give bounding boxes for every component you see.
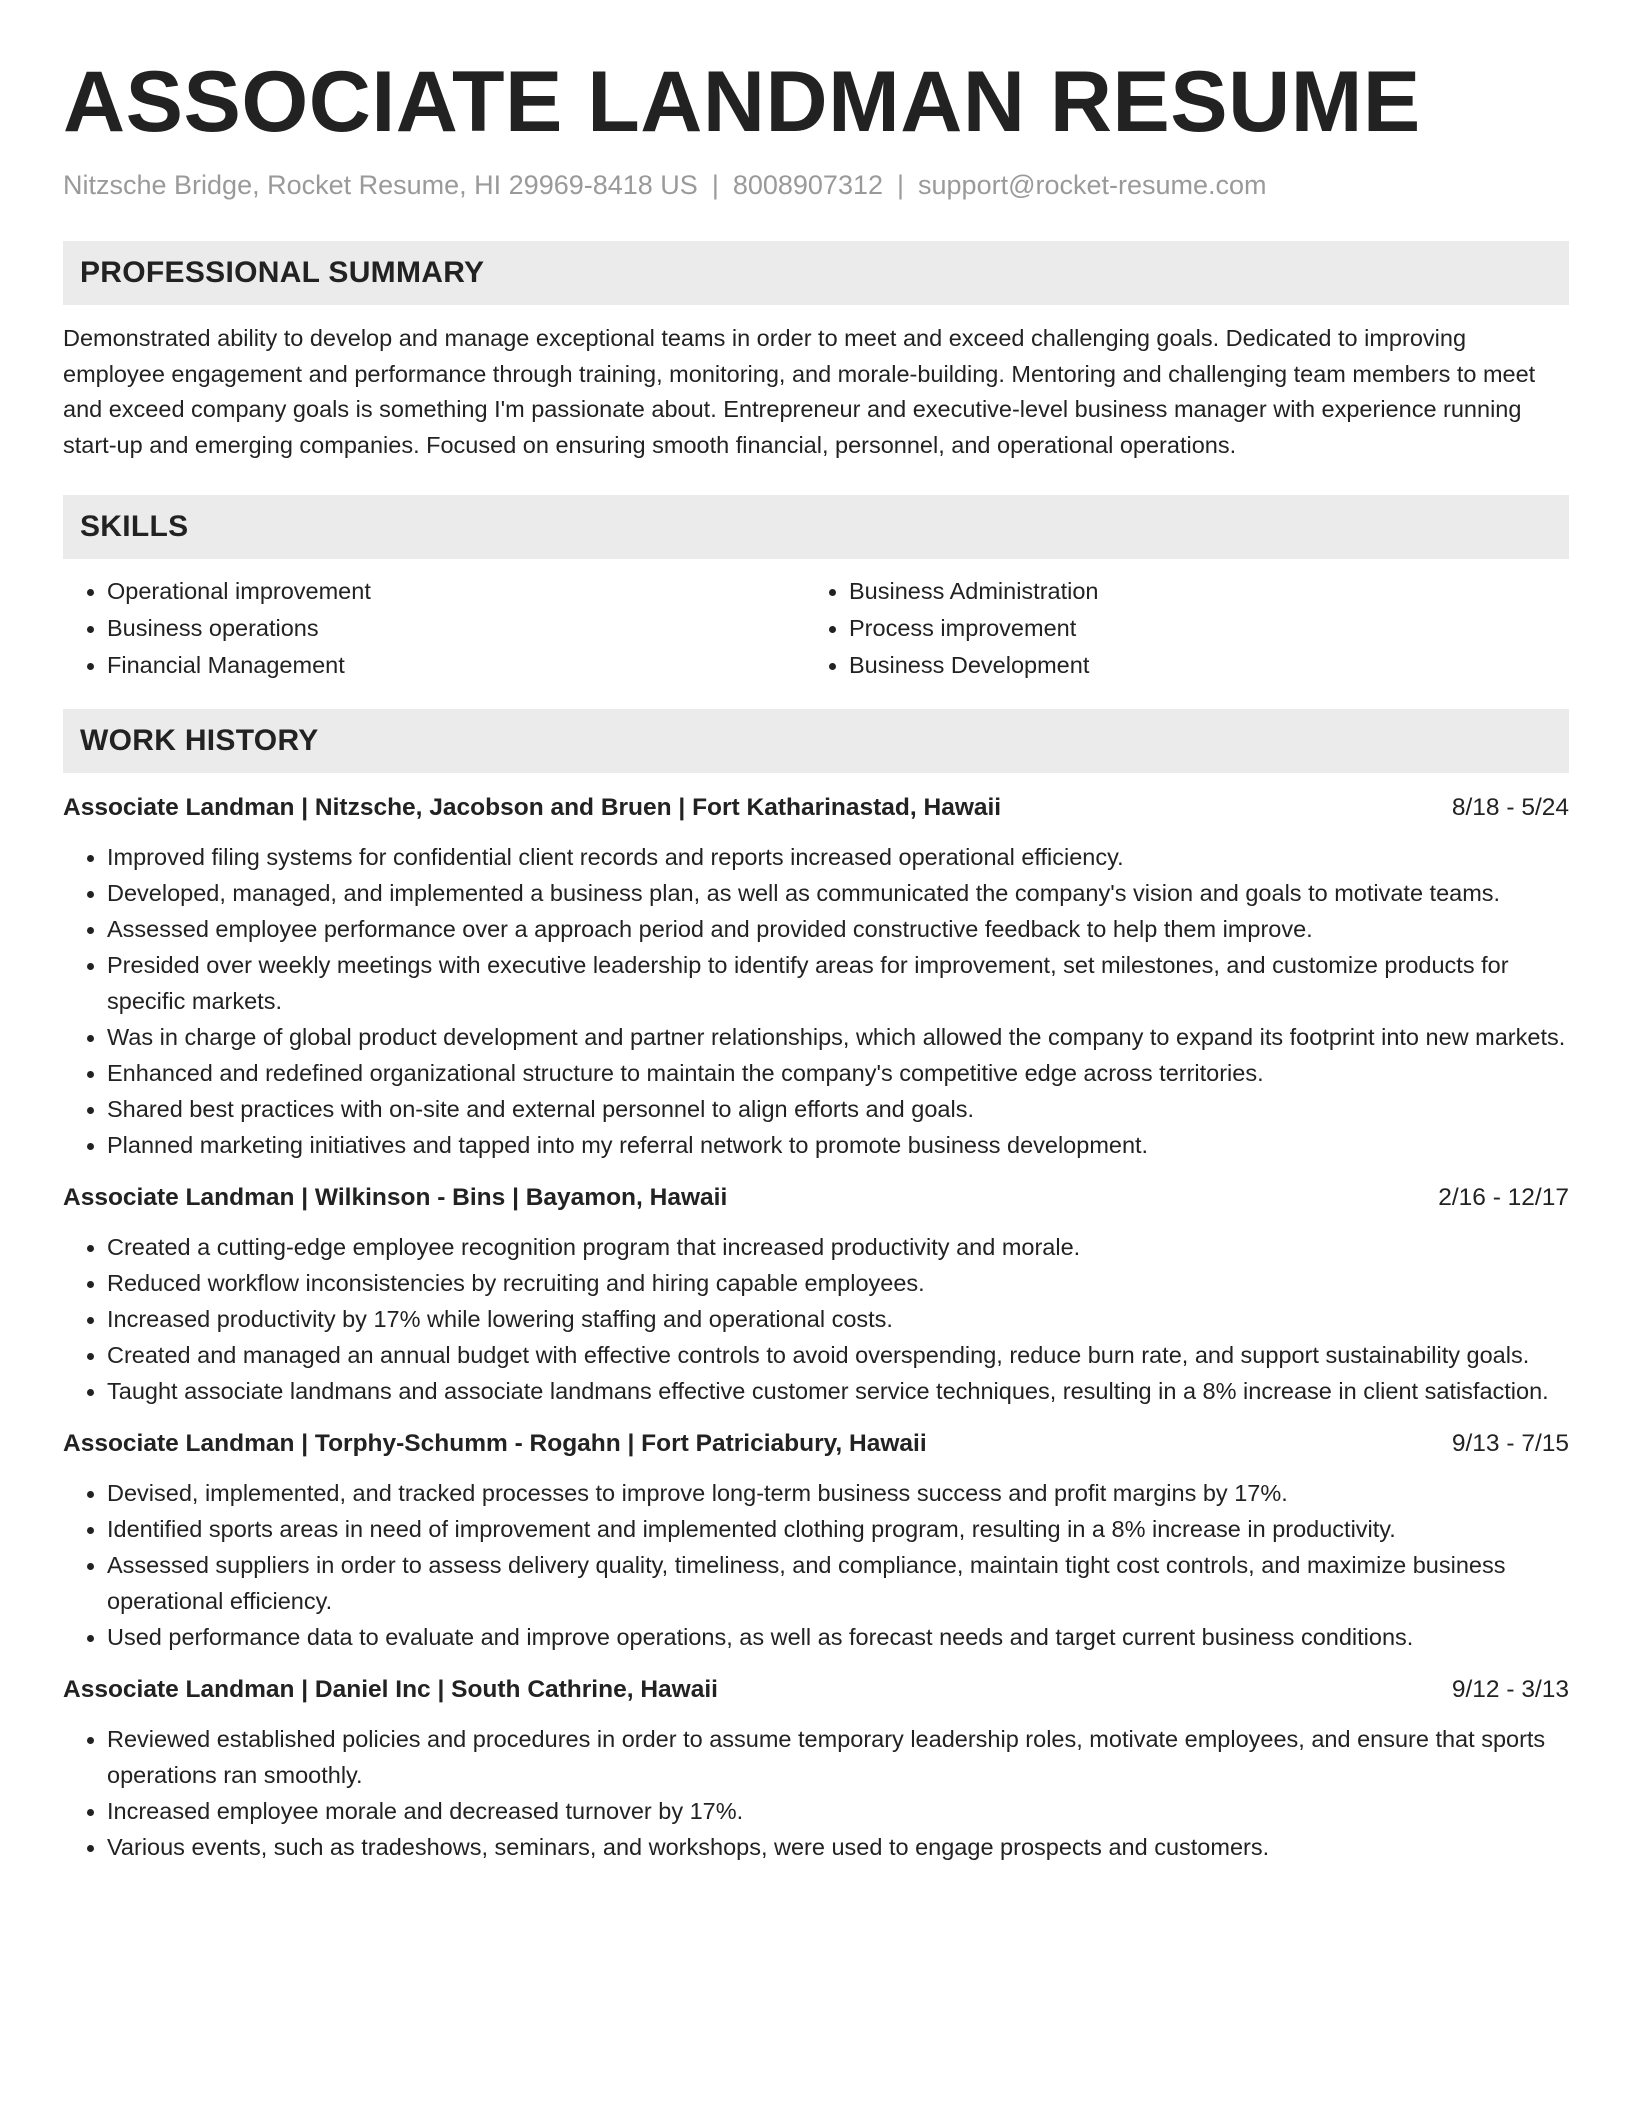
job-entry bbox=[63, 791, 1569, 1163]
job-bullet: • Taught associate landmans and associate landmans effective customer service techniques, resulting in a 8% increase in client satisfaction. bbox=[107, 1373, 1569, 1409]
job-header bbox=[63, 1181, 1569, 1215]
job-bullet: • Enhanced and redefined organizational structure to maintain the company's competitive edge across territories. bbox=[107, 1055, 1569, 1091]
skills-heading: SKILLS bbox=[63, 495, 1569, 559]
job-bullet: • Reviewed established policies and procedures in order to assume temporary leadership roles, motivate employees, and ensure that sports operations ran smoothly. bbox=[107, 1721, 1569, 1793]
skill-item: • Business operations bbox=[107, 610, 805, 647]
job-bullet: • Reduced workflow inconsistencies by recruiting and hiring capable employees. bbox=[107, 1265, 1569, 1301]
job-bullet: • Increased productivity by 17% while lowering staffing and operational costs. bbox=[107, 1301, 1569, 1337]
skill-item: • Process improvement bbox=[849, 610, 1568, 647]
job-bullet: • Assessed employee performance over a approach period and provided constructive feedback to help them improve. bbox=[107, 911, 1569, 947]
job-header bbox=[63, 1673, 1569, 1707]
contact-separator: | bbox=[897, 170, 905, 200]
job-bullet: • Increased employee morale and decreased turnover by 17%. bbox=[107, 1793, 1569, 1829]
job-title: Associate Landman | Nitzsche, Jacobson and Bruen | Fort Katharinastad, Hawaii bbox=[63, 794, 1002, 821]
job-title: Associate Landman | Wilkinson - Bins | Bayamon, Hawaii bbox=[63, 1184, 728, 1211]
contact-line bbox=[63, 168, 1569, 202]
job-bullet: • Used performance data to evaluate and improve operations, as well as forecast needs and target current business conditions. bbox=[107, 1619, 1569, 1655]
job-header bbox=[63, 1427, 1569, 1461]
resume-title: ASSOCIATE LANDMAN RESUME bbox=[63, 54, 1421, 150]
job-dates: 9/12 - 3/13 bbox=[1451, 1676, 1569, 1703]
contact-separator: | bbox=[711, 170, 719, 200]
job-bullet: • Created a cutting-edge employee recognition program that increased productivity and morale. bbox=[107, 1229, 1569, 1265]
job-bullets bbox=[63, 839, 1569, 1163]
skill-item: • Business Development bbox=[849, 647, 1568, 684]
job-bullet: • Developed, managed, and implemented a business plan, as well as communicated the company's vision and goals to motivate teams. bbox=[107, 875, 1569, 911]
skills-column-right bbox=[805, 573, 1568, 684]
contact-phone: 8008907312 bbox=[732, 170, 883, 200]
job-bullet: • Identified sports areas in need of improvement and implemented clothing program, resulting in a 8% increase in productivity. bbox=[107, 1511, 1569, 1547]
job-dates: 9/13 - 7/15 bbox=[1451, 1430, 1569, 1457]
skills-list bbox=[63, 573, 1569, 684]
contact-address: Nitzsche Bridge, Rocket Resume, HI 29969-8418 US bbox=[63, 170, 698, 200]
job-title: Associate Landman | Daniel Inc | South Cathrine, Hawaii bbox=[63, 1676, 718, 1703]
job-bullet: • Improved filing systems for confidential client records and reports increased operational efficiency. bbox=[107, 839, 1569, 875]
work-history-heading: WORK HISTORY bbox=[63, 709, 1569, 773]
job-bullets bbox=[63, 1721, 1569, 1865]
job-entry bbox=[63, 1673, 1569, 1865]
contact-email: support@rocket-resume.com bbox=[918, 170, 1267, 200]
job-bullet: • Was in charge of global product development and partner relationships, which allowed the company to expand its footprint into new markets. bbox=[107, 1019, 1569, 1055]
job-bullet: • Presided over weekly meetings with executive leadership to identify areas for improvement, set milestones, and customize products for specific markets. bbox=[107, 947, 1569, 1019]
job-entry bbox=[63, 1181, 1569, 1409]
job-dates: 2/16 - 12/17 bbox=[1438, 1184, 1569, 1211]
job-bullets bbox=[63, 1475, 1569, 1655]
skills-column-left bbox=[63, 573, 805, 684]
job-bullet: • Assessed suppliers in order to assess delivery quality, timeliness, and compliance, maintain tight cost controls, and maximize business operational efficiency. bbox=[107, 1547, 1569, 1619]
job-bullet: • Various events, such as tradeshows, seminars, and workshops, were used to engage prospects and customers. bbox=[107, 1829, 1569, 1865]
skill-item: • Operational improvement bbox=[107, 573, 805, 610]
job-header bbox=[63, 791, 1569, 825]
job-dates: 8/18 - 5/24 bbox=[1451, 794, 1569, 821]
job-bullets bbox=[63, 1229, 1569, 1409]
job-bullet: • Shared best practices with on-site and external personnel to align efforts and goals. bbox=[107, 1091, 1569, 1127]
job-bullet: • Planned marketing initiatives and tapped into my referral network to promote business development. bbox=[107, 1127, 1569, 1163]
summary-text: Demonstrated ability to develop and manage exceptional teams in order to meet and exceed challenging goals. Dedicated to improving employee engagement and performance through training, monitoring, and morale-building. Mentoring and challenging team members to meet and exceed company goals is something I'm passionate about. Entrepreneur and executive-level business manager with experience running start-up and emerging companies. Focused on ensuring smooth financial, personnel, and operational operations. bbox=[63, 325, 1536, 458]
skill-item: • Financial Management bbox=[107, 647, 805, 684]
job-title: Associate Landman | Torphy-Schumm - Rogahn | Fort Patriciabury, Hawaii bbox=[63, 1430, 927, 1457]
job-entry bbox=[63, 1427, 1569, 1655]
skill-item: • Business Administration bbox=[849, 573, 1568, 610]
job-bullet: • Devised, implemented, and tracked processes to improve long-term business success and profit margins by 17%. bbox=[107, 1475, 1569, 1511]
summary-heading: PROFESSIONAL SUMMARY bbox=[63, 241, 1569, 305]
job-bullet: • Created and managed an annual budget with effective controls to avoid overspending, reduce burn rate, and support sustainability goals. bbox=[107, 1337, 1569, 1373]
